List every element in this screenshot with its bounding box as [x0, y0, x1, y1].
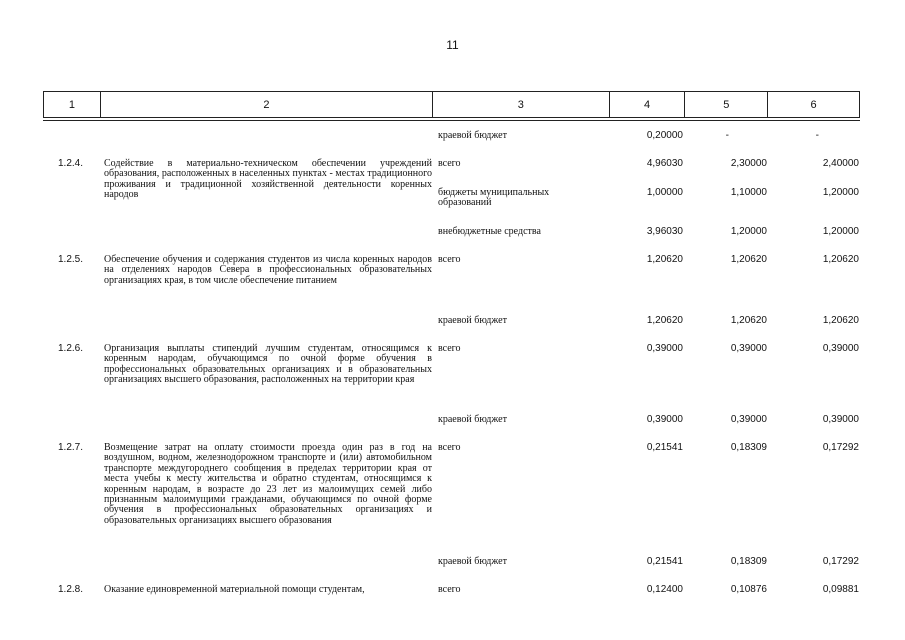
header-col-1: 1	[44, 92, 101, 117]
value-col-5: 0,10876	[730, 584, 767, 595]
value-col-4: 4,96030	[646, 158, 683, 169]
value-col-5: -	[725, 130, 729, 141]
header-col-3: 3	[433, 92, 610, 117]
value-col-6: 0,39000	[822, 343, 859, 354]
item-description: Содействие в материально-техническом обеспечении учреждений образования, расположенных в населенных пунктах - местах традиционного проживания и традиционной хозяйственной деятельности коренных народов	[104, 158, 432, 201]
header-col-2: 2	[101, 92, 433, 117]
header-col-4: 4	[610, 92, 686, 117]
source-cell: краевой бюджет	[438, 315, 507, 326]
source-cell: внебюджетные средства	[438, 226, 541, 237]
value-col-5: 0,18309	[730, 442, 767, 453]
value-col-4: 0,39000	[646, 414, 683, 425]
value-col-5: 0,39000	[730, 414, 767, 425]
item-description: Оказание единовременной материальной помощи студентам,	[104, 584, 365, 595]
value-col-5: 1,20000	[730, 226, 767, 237]
value-col-6: 1,20620	[822, 254, 859, 265]
header-col-6: 6	[810, 98, 817, 111]
source-cell: всего	[438, 442, 461, 453]
item-code: 1.2.4.	[58, 158, 84, 169]
value-col-4: 1,20620	[646, 315, 683, 326]
value-col-5: 1,10000	[730, 187, 767, 198]
value-col-4: 1,00000	[646, 187, 683, 198]
value-col-5: 1,20620	[730, 254, 767, 265]
value-col-5: 0,18309	[730, 556, 767, 567]
source-cell: краевой бюджет	[438, 414, 507, 425]
value-col-6: 2,40000	[822, 158, 859, 169]
value-col-4: 0,20000	[646, 130, 683, 141]
value-col-6: 0,17292	[822, 442, 859, 453]
item-code: 1.2.6.	[58, 343, 84, 354]
value-col-4: 0,39000	[646, 343, 683, 354]
item-code: 1.2.7.	[58, 442, 84, 453]
value-col-6: 0,09881	[822, 584, 859, 595]
item-description: Возмещение затрат на оплату стоимости проезда один раз в год на воздушном, водном, железнодорожном транспорте и (или) автомобильном транспорте междугороднего сообщения в пределах территории края от места учебы к месту жительства и обратно студентам, относящимся к коренным народам, в возрасте до 23 лет из малоимущих семей либо признанным малоимущими гражданами, обучающимся по очной форме обучения в профессиональных образовательных организациях и образовательных организациях высшего образования	[104, 442, 432, 526]
source-cell: краевой бюджет	[438, 130, 507, 141]
source-cell: всего	[438, 158, 461, 169]
header-col-5: 5	[685, 92, 768, 117]
value-col-4: 0,12400	[646, 584, 683, 595]
source-cell: бюджеты муниципальных образований	[438, 187, 550, 209]
value-col-6: 0,17292	[822, 556, 859, 567]
item-code: 1.2.5.	[58, 254, 84, 265]
value-col-5: 0,39000	[730, 343, 767, 354]
value-col-6: 1,20620	[822, 315, 859, 326]
table-divider	[43, 120, 860, 121]
source-cell: всего	[438, 584, 461, 595]
value-col-4: 0,21541	[646, 556, 683, 567]
item-code: 1.2.8.	[58, 584, 84, 595]
value-col-6: 1,20000	[822, 187, 859, 198]
item-description: Организация выплаты стипендий лучшим студентам, относящимся к коренным народам, обучающимся по очной форме обучения в профессиональных образовательных организациях и в образовательных организациях высшего образования, расположенных на территории края	[104, 343, 432, 386]
source-cell: краевой бюджет	[438, 556, 507, 567]
value-col-4: 1,20620	[646, 254, 683, 265]
value-col-5: 1,20620	[730, 315, 767, 326]
source-cell: всего	[438, 254, 461, 265]
value-col-6: -	[815, 130, 819, 141]
value-col-6: 1,20000	[822, 226, 859, 237]
table-header	[43, 91, 860, 118]
value-col-5: 2,30000	[730, 158, 767, 169]
value-col-4: 0,21541	[646, 442, 683, 453]
item-description: Обеспечение обучения и содержания студентов из числа коренных народов на отделениях народов Севера в профессиональных образовательных организациях края, в том числе обеспечение питанием	[104, 254, 432, 286]
page-number: 11	[446, 38, 459, 52]
value-col-4: 3,96030	[646, 226, 683, 237]
value-col-6: 0,39000	[822, 414, 859, 425]
source-cell: всего	[438, 343, 461, 354]
